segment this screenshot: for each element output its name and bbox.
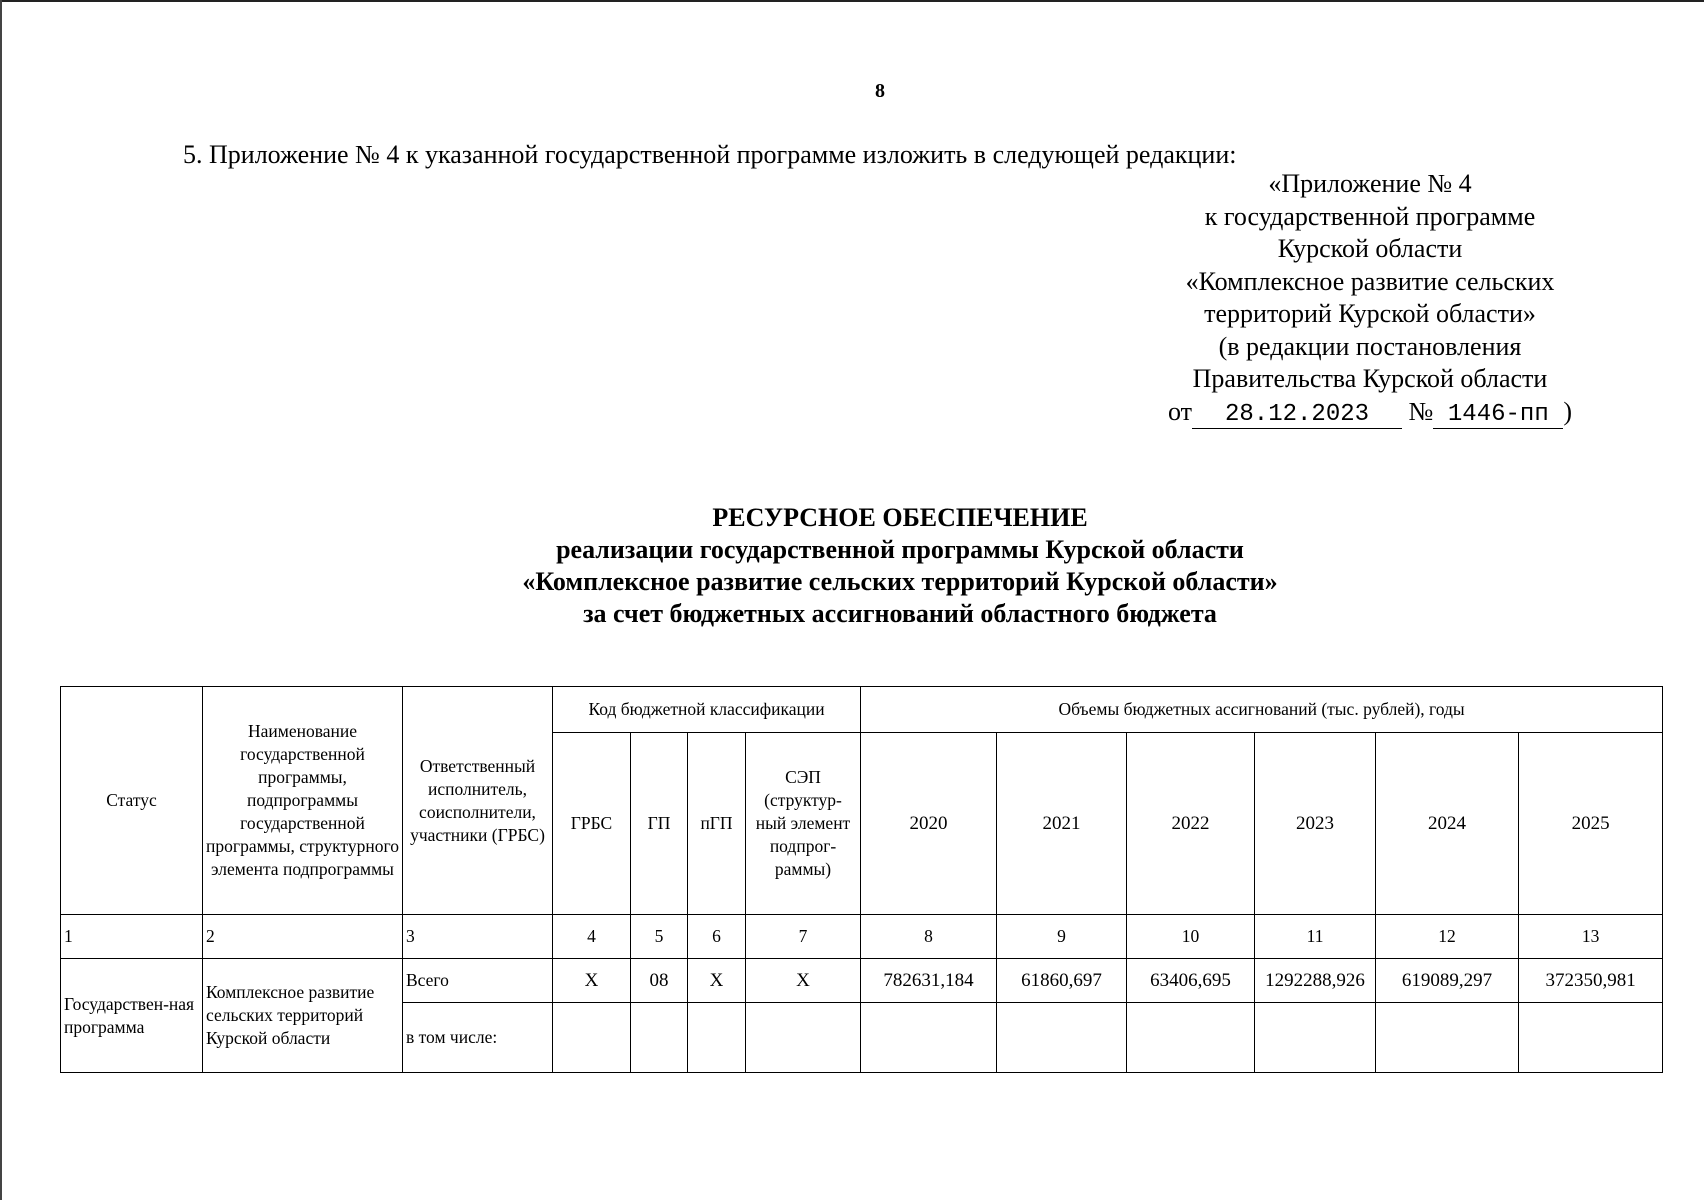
appendix-block bbox=[1140, 168, 1600, 429]
decree-number: 1446-пп bbox=[1433, 402, 1563, 429]
header-budget-code: Код бюджетной классификации bbox=[553, 687, 861, 733]
empty-cell bbox=[1376, 1003, 1519, 1073]
empty-cell bbox=[746, 1003, 861, 1073]
header-pgp: пГП bbox=[688, 733, 746, 915]
row-including: в том числе: bbox=[403, 1003, 553, 1073]
row-pgp: Х bbox=[688, 959, 746, 1003]
col-num-13: 13 bbox=[1519, 915, 1663, 959]
header-responsible: Ответственный исполнитель, соисполнители, участники (ГРБС) bbox=[403, 687, 553, 915]
col-num-4: 4 bbox=[553, 915, 631, 959]
row-sep: Х bbox=[746, 959, 861, 1003]
empty-cell bbox=[1255, 1003, 1376, 1073]
header-gp: ГП bbox=[631, 733, 688, 915]
empty-cell bbox=[997, 1003, 1127, 1073]
resource-table bbox=[60, 686, 1663, 1073]
empty-cell bbox=[688, 1003, 746, 1073]
col-num-8: 8 bbox=[861, 915, 997, 959]
col-num-10: 10 bbox=[1127, 915, 1255, 959]
title-line-4: за счет бюджетных ассигнований областного бюджета bbox=[583, 599, 1217, 628]
decree-date: 28.12.2023 bbox=[1192, 402, 1402, 429]
appendix-line: «Приложение № 4 bbox=[1268, 169, 1472, 198]
col-num-2: 2 bbox=[203, 915, 403, 959]
title-line-3: «Комплексное развитие сельских территорий Курской области» bbox=[522, 567, 1278, 596]
page-edge-top bbox=[0, 0, 1704, 2]
intro-paragraph: 5. Приложение № 4 к указанной государственной программе изложить в следующей редакции: bbox=[183, 140, 1237, 169]
appendix-date-line bbox=[1140, 396, 1600, 429]
value-2024: 619089,297 bbox=[1376, 959, 1519, 1003]
row-responsible: Всего bbox=[403, 959, 553, 1003]
empty-cell bbox=[861, 1003, 997, 1073]
document-title bbox=[400, 502, 1400, 630]
appendix-line: Правительства Курской области bbox=[1192, 364, 1548, 393]
col-num-12: 12 bbox=[1376, 915, 1519, 959]
empty-cell bbox=[1127, 1003, 1255, 1073]
col-num-7: 7 bbox=[746, 915, 861, 959]
value-2020: 782631,184 bbox=[861, 959, 997, 1003]
header-status: Статус bbox=[61, 687, 203, 915]
header-program-name: Наименование государственной программы, подпрограммы государственной программы, структурного элемента подпрограммы bbox=[203, 687, 403, 915]
row-program-name: Комплексное развитие сельских территорий Курской области bbox=[203, 959, 403, 1073]
table-row bbox=[61, 959, 1663, 1003]
empty-cell bbox=[631, 1003, 688, 1073]
empty-cell bbox=[553, 1003, 631, 1073]
page-edge-left bbox=[0, 0, 2, 1200]
value-2023: 1292288,926 bbox=[1255, 959, 1376, 1003]
close-paren: ) bbox=[1563, 396, 1572, 426]
header-year-2021: 2021 bbox=[997, 733, 1127, 915]
row-grbs: Х bbox=[553, 959, 631, 1003]
value-2025: 372350,981 bbox=[1519, 959, 1663, 1003]
value-2022: 63406,695 bbox=[1127, 959, 1255, 1003]
col-num-1: 1 bbox=[61, 915, 203, 959]
header-year-2022: 2022 bbox=[1127, 733, 1255, 915]
appendix-line: Курской области bbox=[1277, 234, 1463, 263]
appendix-line: «Комплексное развитие сельских bbox=[1185, 266, 1555, 296]
col-num-9: 9 bbox=[997, 915, 1127, 959]
header-sep: СЭП (структур-ный элемент подпрог-раммы) bbox=[746, 733, 861, 915]
appendix-line: к государственной программе bbox=[1204, 201, 1536, 231]
appendix-line: (в редакции постановления bbox=[1218, 331, 1522, 361]
column-number-row bbox=[61, 915, 1663, 959]
col-num-3: 3 bbox=[403, 915, 553, 959]
title-line-2: реализации государственной программы Курской области bbox=[556, 535, 1244, 564]
number-prefix: № bbox=[1408, 396, 1434, 426]
header-row-1 bbox=[61, 687, 1663, 733]
header-budget-volumes: Объемы бюджетных ассигнований (тыс. рублей), годы bbox=[861, 687, 1663, 733]
page-number: 8 bbox=[875, 80, 885, 102]
col-num-5: 5 bbox=[631, 915, 688, 959]
col-num-11: 11 bbox=[1255, 915, 1376, 959]
header-grbs: ГРБС bbox=[553, 733, 631, 915]
empty-cell bbox=[1519, 1003, 1663, 1073]
value-2021: 61860,697 bbox=[997, 959, 1127, 1003]
header-year-2024: 2024 bbox=[1376, 733, 1519, 915]
header-year-2023: 2023 bbox=[1255, 733, 1376, 915]
header-year-2025: 2025 bbox=[1519, 733, 1663, 915]
appendix-line: территорий Курской области» bbox=[1204, 299, 1536, 328]
header-year-2020: 2020 bbox=[861, 733, 997, 915]
row-gp: 08 bbox=[631, 959, 688, 1003]
row-status: Государствен-ная программа bbox=[61, 959, 203, 1073]
title-line-1: РЕСУРСНОЕ ОБЕСПЕЧЕНИЕ bbox=[712, 503, 1088, 532]
col-num-6: 6 bbox=[688, 915, 746, 959]
date-prefix: от bbox=[1167, 396, 1193, 426]
